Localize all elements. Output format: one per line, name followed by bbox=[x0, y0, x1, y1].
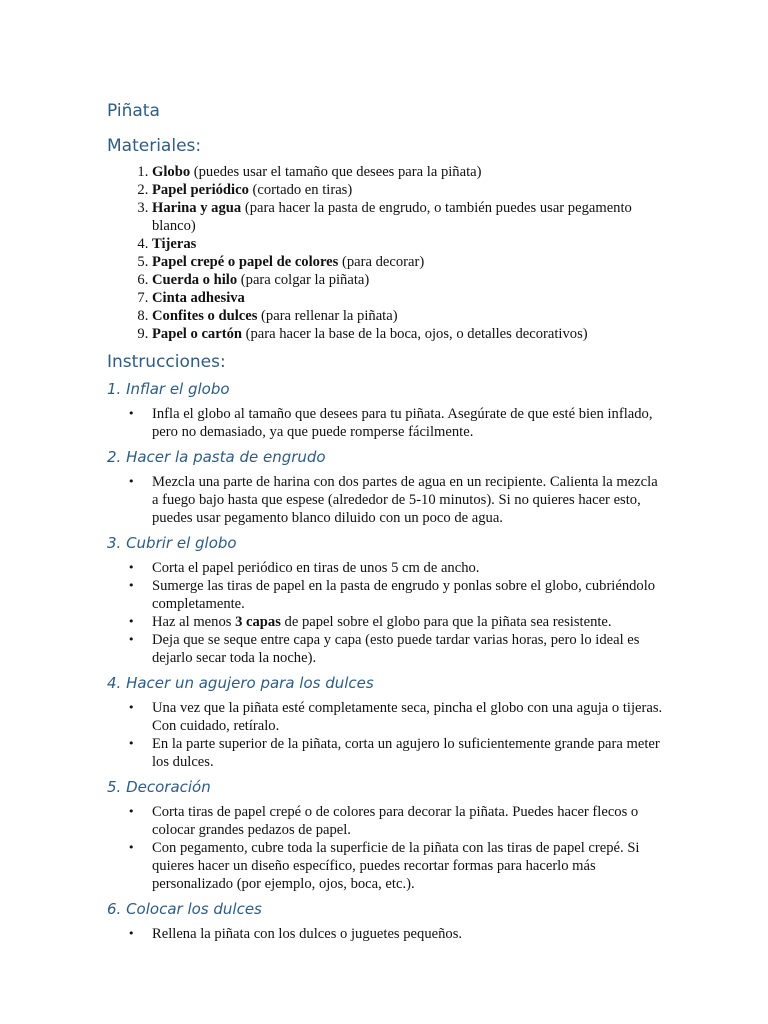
material-item bbox=[152, 253, 663, 271]
bullet-text: Corta tiras de papel crepé o de colores para decorar la piñata. Puedes hacer flecos o colocar grandes pedazos de papel. bbox=[152, 804, 639, 838]
bullet-emphasis: 3 capas bbox=[235, 614, 281, 630]
materials-heading: Materiales: bbox=[107, 136, 202, 156]
bullet-text: Sumerge las tiras de papel en la pasta de engrudo y ponlas sobre el globo, cubriéndolo completamente. bbox=[152, 578, 656, 612]
bullet-text: Mezcla una parte de harina con dos partes de agua en un recipiente. Calienta la mezcla a fuego bajo hasta que espese (alrededor de 5-10 minutos). Si no quieres hacer esto, puedes usar pegamento blanco diluido con un poco de agua. bbox=[152, 474, 658, 526]
step-heading: 6. Colocar los dulces bbox=[107, 900, 262, 918]
bullet-icon: • bbox=[128, 579, 135, 592]
material-item bbox=[152, 271, 663, 289]
bullet-icon: • bbox=[128, 407, 135, 420]
step-bullet-list bbox=[107, 559, 663, 667]
bullet-text: Corta el papel periódico en tiras de unos 5 cm de ancho. bbox=[152, 560, 480, 576]
material-name: Confites o dulces bbox=[152, 308, 258, 324]
bullet-icon: • bbox=[128, 701, 135, 714]
step-bullet-list bbox=[107, 405, 663, 441]
step-heading: 5. Decoración bbox=[107, 778, 211, 796]
material-note: (cortado en tiras) bbox=[248, 182, 353, 198]
step-bullet-item bbox=[128, 699, 663, 735]
step-bullet-item bbox=[128, 577, 663, 613]
bullet-text: En la parte superior de la piñata, corta un agujero lo suficientemente grande para meter los dulces. bbox=[152, 736, 660, 770]
material-name: Papel crepé o papel de colores bbox=[152, 254, 339, 270]
material-name: Cinta adhesiva bbox=[152, 290, 245, 306]
step-bullet-list bbox=[107, 803, 663, 893]
material-item bbox=[152, 235, 663, 253]
bullet-text: Infla el globo al tamaño que desees para tu piñata. Asegúrate de que esté bien inflado, pero no demasiado, ya que puede romperse fácilmente. bbox=[152, 406, 653, 440]
material-item bbox=[152, 181, 663, 199]
step-bullet-list bbox=[107, 699, 663, 771]
bullet-icon: • bbox=[128, 615, 135, 628]
document-title: Piñata bbox=[107, 101, 160, 121]
step-bullet-item bbox=[128, 613, 663, 631]
step-bullet-item bbox=[128, 735, 663, 771]
step-heading: 3. Cubrir el globo bbox=[107, 534, 237, 552]
bullet-text: Deja que se seque entre capa y capa (esto puede tardar varias horas, pero lo ideal es dejarlo secar toda la noche). bbox=[152, 632, 640, 666]
material-note: (puedes usar el tamaño que desees para la piñata) bbox=[190, 164, 482, 180]
material-name: Cuerda o hilo bbox=[152, 272, 238, 288]
material-name: Harina y agua bbox=[152, 200, 242, 216]
material-note: (para decorar) bbox=[338, 254, 425, 270]
material-note: (para hacer la base de la boca, ojos, o detalles decorativos) bbox=[241, 326, 588, 342]
step-heading: 1. Inflar el globo bbox=[107, 380, 230, 398]
material-item bbox=[152, 199, 663, 235]
bullet-text: Rellena la piñata con los dulces o juguetes pequeños. bbox=[152, 926, 463, 942]
step-bullet-item bbox=[128, 839, 663, 893]
step-bullet-item bbox=[128, 473, 663, 527]
step-bullet-list bbox=[107, 473, 663, 527]
materials-list bbox=[107, 163, 663, 343]
step-heading: 2. Hacer la pasta de engrudo bbox=[107, 448, 326, 466]
bullet-text: Haz al menos bbox=[152, 614, 236, 630]
material-name: Papel periódico bbox=[152, 182, 249, 198]
bullet-icon: • bbox=[128, 805, 135, 818]
material-note: (para hacer la pasta de engrudo, o también puedes usar pegamento blanco) bbox=[152, 200, 632, 234]
step-bullet-item bbox=[128, 631, 663, 667]
bullet-icon: • bbox=[128, 633, 135, 646]
material-name: Globo bbox=[152, 164, 191, 180]
bullet-text-continued: de papel sobre el globo para que la piñata sea resistente. bbox=[280, 614, 612, 630]
step-heading: 4. Hacer un agujero para los dulces bbox=[107, 674, 374, 692]
material-note: (para colgar la piñata) bbox=[237, 272, 370, 288]
material-note: (para rellenar la piñata) bbox=[257, 308, 398, 324]
material-item bbox=[152, 325, 663, 343]
step-bullet-list bbox=[107, 925, 663, 943]
material-item bbox=[152, 289, 663, 307]
bullet-icon: • bbox=[128, 927, 135, 940]
step-bullet-item bbox=[128, 559, 663, 577]
material-item bbox=[152, 163, 663, 181]
step-bullet-item bbox=[128, 405, 663, 441]
instructions-steps bbox=[107, 379, 663, 943]
bullet-text: Con pegamento, cubre toda la superficie de la piñata con las tiras de papel crepé. Si quieres hacer un diseño específico, puedes recortar formas para hacerlo más personalizado (por ejemplo, ojos, boca, etc.). bbox=[152, 840, 640, 892]
material-name: Papel o cartón bbox=[152, 326, 242, 342]
bullet-icon: • bbox=[128, 737, 135, 750]
instructions-heading: Instrucciones: bbox=[107, 352, 226, 372]
bullet-text: Una vez que la piñata esté completamente seca, pincha el globo con una aguja o tijeras. Con cuidado, retíralo. bbox=[152, 700, 663, 734]
step-bullet-item bbox=[128, 803, 663, 839]
material-name: Tijeras bbox=[152, 236, 197, 252]
bullet-icon: • bbox=[128, 841, 135, 854]
bullet-icon: • bbox=[128, 561, 135, 574]
step-bullet-item bbox=[128, 925, 663, 943]
bullet-icon: • bbox=[128, 475, 135, 488]
material-item bbox=[152, 307, 663, 325]
